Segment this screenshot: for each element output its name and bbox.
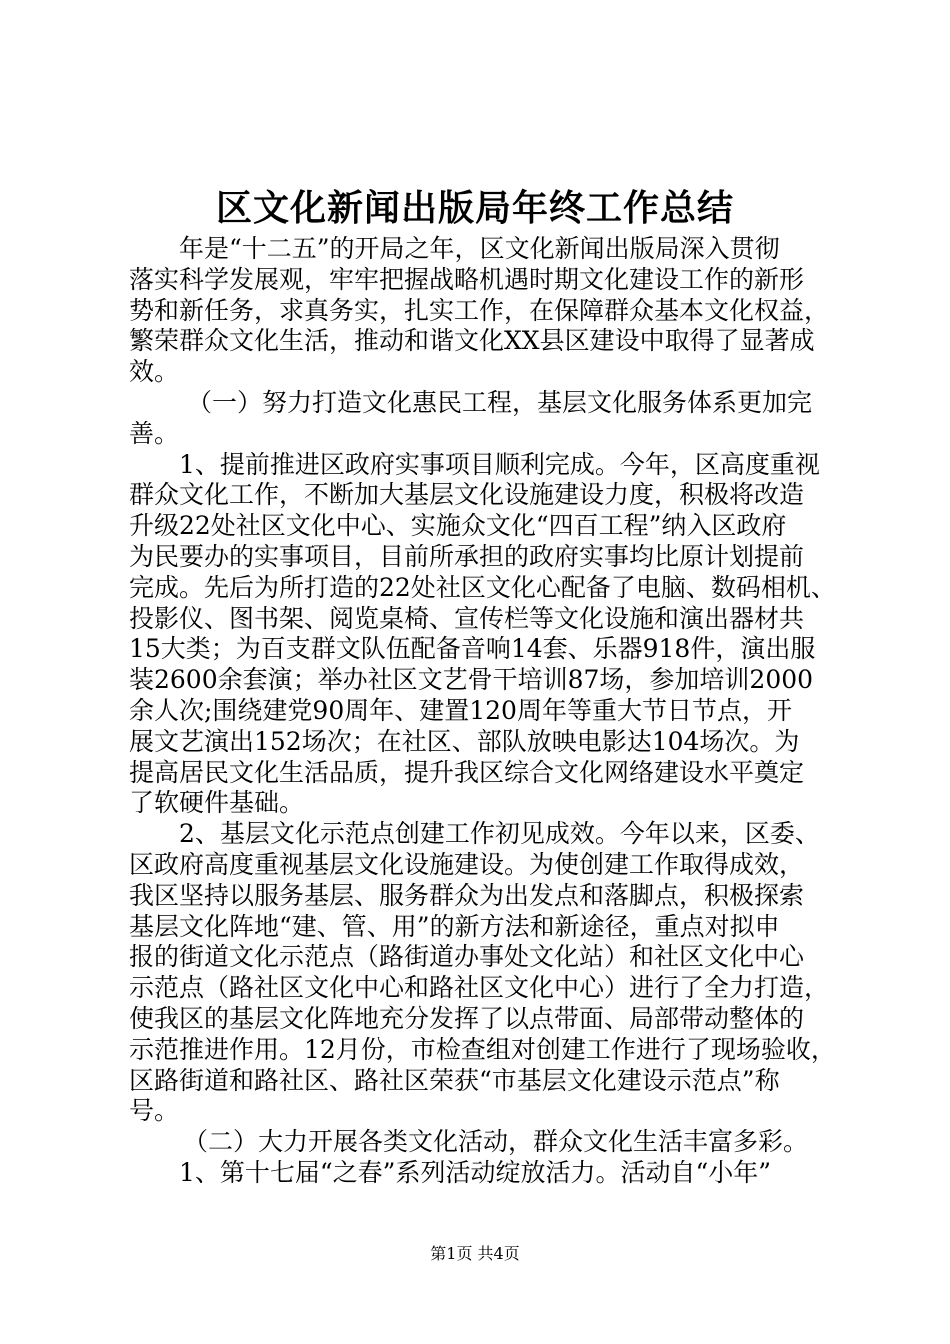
- paragraph-line: 1、提前推进区政府实事项目顺利完成。今年，区高度重视: [179, 449, 820, 479]
- paragraph-line: 势和新任务，求真务实，扎实工作，在保障群众基本文化权益，: [129, 295, 830, 325]
- paragraph-line: 装2600余套演；举办社区文艺骨干培训87场，参加培训2000: [129, 665, 814, 695]
- paragraph-line: 示范推进作用。12月份，市检查组对创建工作进行了现场验收，: [129, 1034, 836, 1064]
- paragraph-line: 效。: [129, 357, 180, 387]
- page-number-footer: 第1页 共4页: [430, 1244, 520, 1263]
- paragraph-line: 示范点（路社区文化中心和路社区文化中心）进行了全力打造，: [129, 973, 830, 1003]
- paragraph-line: 使我区的基层文化阵地充分发挥了以点带面、局部带动整体的: [129, 1003, 805, 1033]
- paragraph-line: 区政府高度重视基层文化设施建设。为使创建工作取得成效，: [129, 849, 805, 879]
- section-heading-line: （二）大力开展各类文化活动，群众文化生活丰富多彩。: [183, 1127, 809, 1157]
- section-heading-line: （一）努力打造文化惠民工程，基层文化服务体系更加完: [187, 387, 813, 417]
- paragraph-line: 繁荣群众文化生活，推动和谐文化XX县区建设中取得了显著成: [129, 326, 815, 356]
- paragraph-line: 号。: [129, 1096, 180, 1126]
- paragraph-line: 我区坚持以服务基层、服务群众为出发点和落脚点，积极探索: [129, 880, 805, 910]
- paragraph-line: 余人次;围绕建党90周年、建置120周年等重大节日节点，开: [129, 695, 792, 725]
- section-heading-line: 善。: [129, 418, 180, 448]
- document-body: [129, 234, 841, 1189]
- paragraph-line: 基层文化阵地“建、管、用”的新方法和新途径，重点对拟申: [129, 911, 780, 941]
- paragraph-line: 报的街道文化示范点（路街道办事处文化站）和社区文化中心: [129, 942, 805, 972]
- paragraph-line: 了软硬件基础。: [129, 788, 305, 818]
- paragraph-line: 升级22处社区文化中心、实施众文化“四百工程”纳入区政府: [129, 511, 787, 541]
- document-title: 区文化新闻出版局年终工作总结: [215, 187, 734, 229]
- paragraph-line: 年是“十二五”的开局之年，区文化新闻出版局深入贯彻: [179, 234, 780, 263]
- paragraph-line: 1、第十七届“之春”系列活动绽放活力。活动自“小年”: [179, 1157, 772, 1187]
- paragraph-line: 为民要办的实事项目，目前所承担的政府实事均比原计划提前: [129, 541, 805, 571]
- paragraph-line: 完成。先后为所打造的22处社区文化心配备了电脑、数码相机、: [129, 572, 836, 602]
- paragraph-line: 提高居民文化生活品质，提升我区综合文化网络建设水平奠定: [129, 757, 805, 787]
- paragraph-line: 区路街道和路社区、路社区荣获“市基层文化建设示范点”称: [129, 1065, 780, 1095]
- paragraph-line: 落实科学发展观，牢牢把握战略机遇时期文化建设工作的新形: [129, 264, 805, 294]
- paragraph-line: 群众文化工作，不断加大基层文化设施建设力度，积极将改造: [129, 480, 805, 510]
- paragraph-line: 投影仪、图书架、阅览桌椅、宣传栏等文化设施和演出器材共: [129, 603, 805, 633]
- paragraph-line: 2、基层文化示范点创建工作初见成效。今年以来，区委、: [179, 819, 820, 849]
- paragraph-line: 展文艺演出152场次；在社区、部队放映电影达104场次。为: [129, 726, 800, 756]
- paragraph-line: 15大类；为百支群文队伍配备音响14套、乐器918件，演出服: [129, 634, 816, 664]
